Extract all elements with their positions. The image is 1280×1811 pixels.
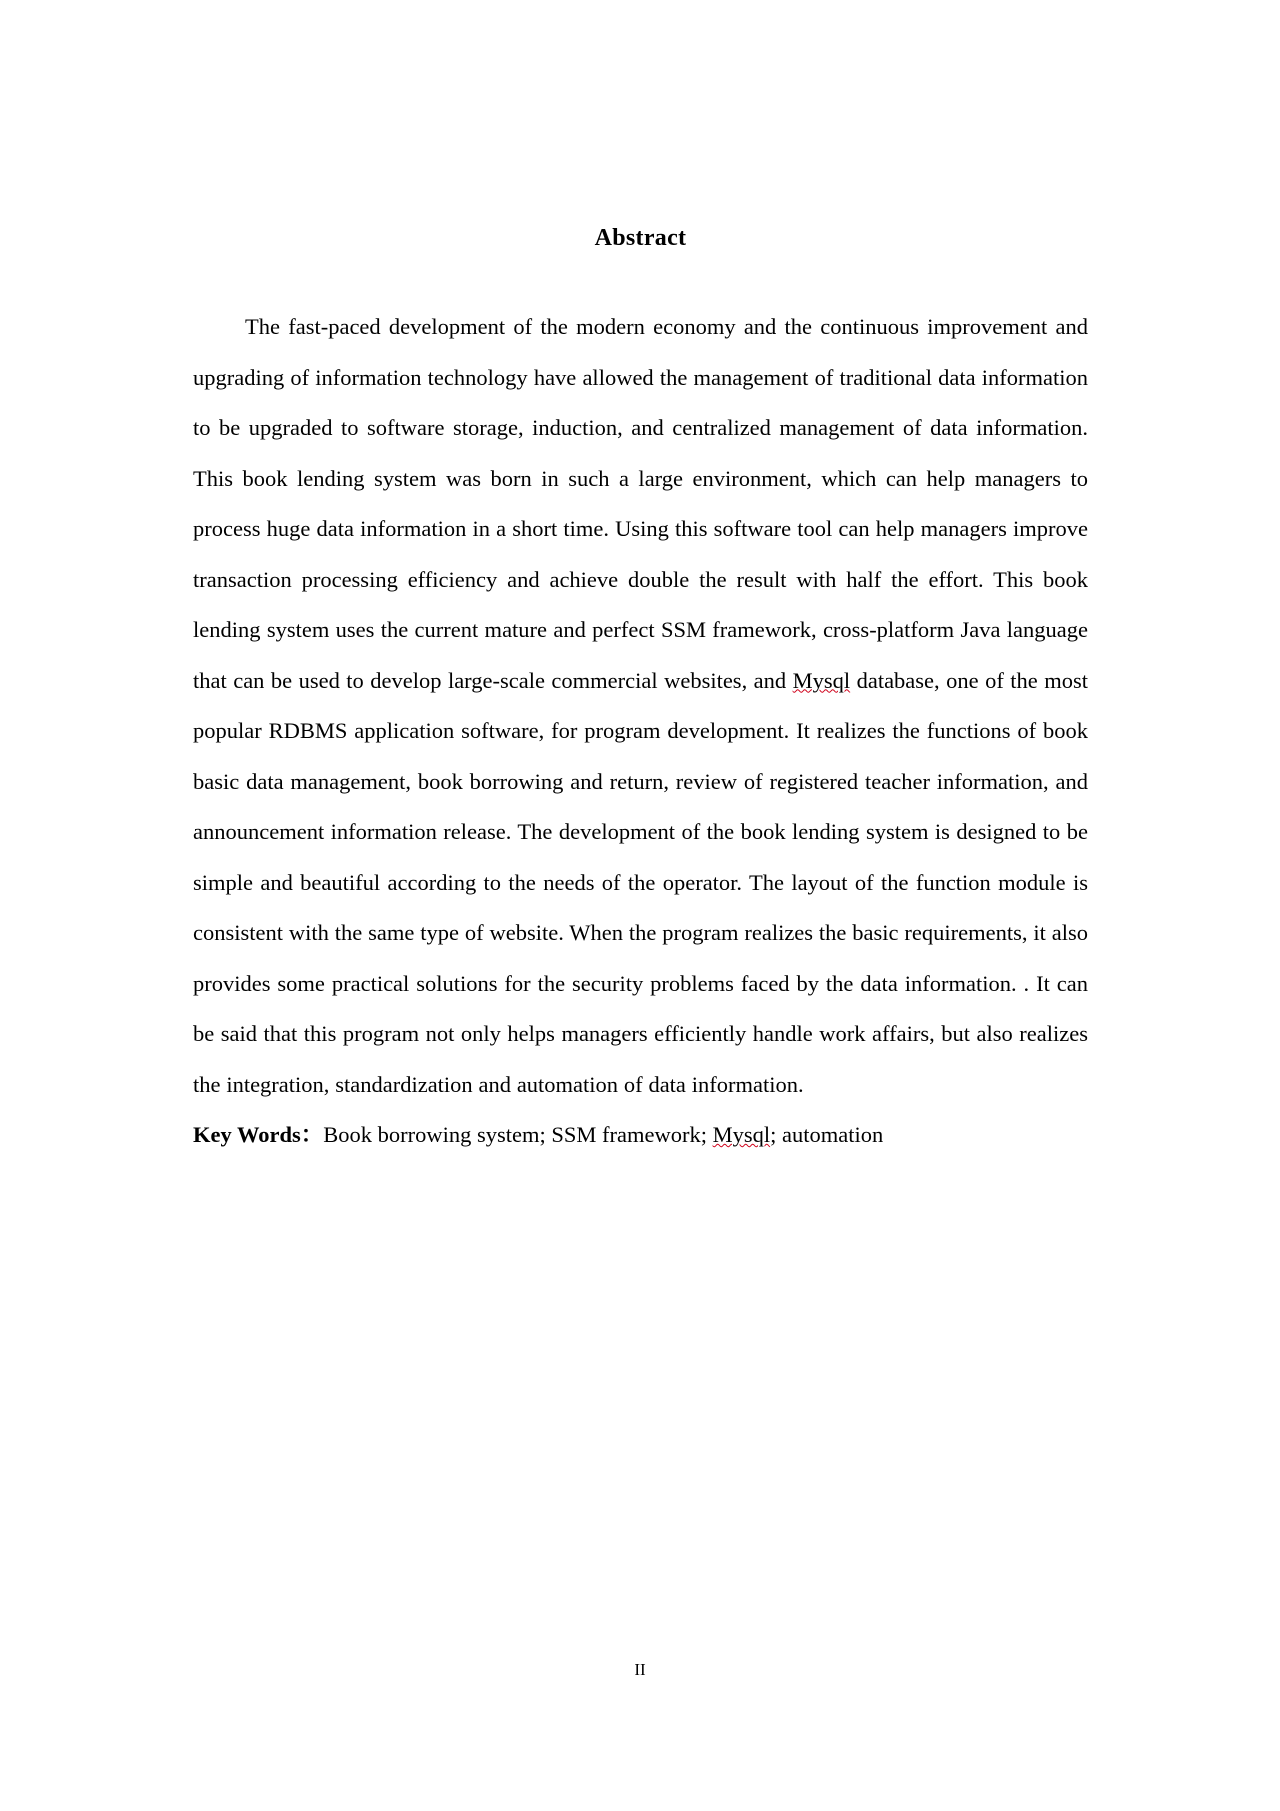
document-content	[193, 225, 1088, 1161]
keywords-label: Key Words：	[193, 1122, 324, 1147]
abstract-text-part-1: The fast-paced development of the modern economy and the continuous improvement and upgrading of information technology have allowed the management of traditional data information to be upgraded to software storage, induction, and centralized management of data information. This book lending system was born in such a large environment, which can help managers to process huge data information in a short time. Using this software tool can help managers improve transaction processing efficiency and achieve double the result with half the effort. This book lending system uses the current mature and perfect SSM framework, cross-platform Java language that can be used to develop large-scale commercial websites, and	[193, 314, 1088, 693]
keywords-line	[193, 1110, 1088, 1161]
misspelled-word-mysql: Mysql	[792, 667, 851, 693]
keywords-value-part-1: Book borrowing system; SSM framework;	[323, 1122, 713, 1147]
page-number: II	[634, 1660, 646, 1679]
abstract-paragraph	[193, 302, 1088, 1110]
page-title: Abstract	[594, 225, 687, 251]
keywords-value-part-2: ; automation	[770, 1122, 884, 1147]
abstract-text-part-2: database, one of the most popular RDBMS application software, for program development. It realizes the functions of book basic data management, book borrowing and return, review of registered teacher information, and announcement information release. The development of the book lending system is designed to be simple and beautiful according to the needs of the operator. The layout of the function module is consistent with the same type of website. When the program realizes the basic requirements, it also provides some practical solutions for the security problems faced by the data information. . It can be said that this program not only helps managers efficiently handle work affairs, but also realizes the integration, standardization and automation of data information.	[193, 667, 1088, 1097]
misspelled-word-mysql-keywords: Mysql	[712, 1122, 771, 1147]
